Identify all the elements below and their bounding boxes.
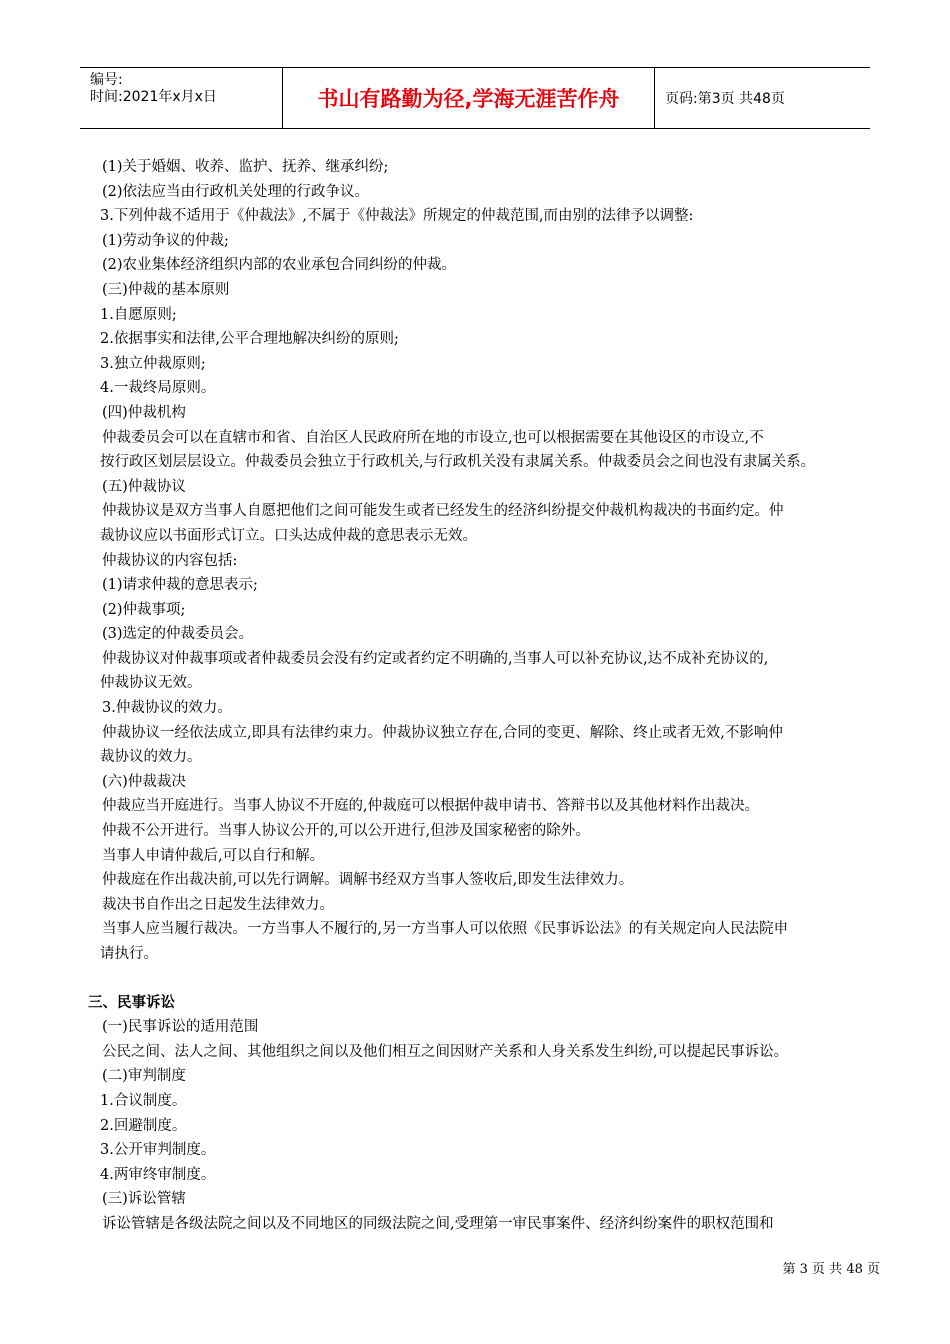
text-line: 3.仲裁协议的效力。 [102,700,232,717]
text-line: (2)依法应当由行政机关处理的行政争议。 [102,183,370,200]
document-body [88,155,892,1237]
text-line: (一)民事诉讼的适用范围 [102,1019,259,1036]
header-motto: 书山有路勤为径,学海无涯苦作舟 [282,68,655,128]
text-line: 2.依据事实和法律,公平合理地解决纠纷的原则; [100,331,399,348]
text-line: 仲裁庭在作出裁决前,可以先行调解。调解书经双方当事人签收后,即发生法律效力。 [102,872,634,889]
header-page-code: 页码:第3页 共48页 [665,91,785,107]
text-line: 仲裁协议对仲裁事项或者仲裁委员会没有约定或者约定不明确的,当事人可以补充协议,达不成补充协议的, [102,650,769,667]
number-label: 编号: [90,72,123,88]
text-line: (1)关于婚姻、收养、监护、抚养、继承纠纷; [102,159,389,175]
text-line: 公民之间、法人之间、其他组织之间以及他们相互之间因财产关系和人身关系发生纠纷,可以提起民事诉讼。 [102,1043,789,1060]
text-line: (四)仲裁机构 [102,404,186,421]
text-line: 1.自愿原则; [100,306,177,323]
text-line: 2.回避制度。 [100,1117,187,1134]
text-line: 当事人应当履行裁决。一方当事人不履行的,另一方当事人可以依照《民事诉讼法》的有关规定向人民法院申 [102,921,789,938]
text-line: 裁决书自作出之日起发生法律效力。 [102,896,334,913]
text-line: 请执行。 [100,946,158,962]
text-line: 3.下列仲裁不适用于《仲裁法》,不属于《仲裁法》所规定的仲裁范围,而由别的法律予以调整: [100,208,694,225]
text-line: 仲裁不公开进行。当事人协议公开的,可以公开进行,但涉及国家秘密的除外。 [102,823,590,840]
text-line: (1)劳动争议的仲裁; [102,232,229,249]
text-line: (1)请求仲裁的意思表示; [102,577,258,594]
header-meta [80,68,282,128]
text-line: 仲裁协议的内容包括: [102,552,238,569]
text-line: 1.合议制度。 [100,1092,187,1109]
text-line: (三)仲裁的基本原则 [102,281,230,298]
text-line: 仲裁协议是双方当事人自愿把他们之间可能发生或者已经发生的经济纠纷提交仲裁机构裁决的书面约定。仲 [102,503,784,520]
text-line: (二)审判制度 [102,1068,186,1085]
text-line: 4.两审终审制度。 [100,1166,216,1183]
text-line: 裁协议的效力。 [100,749,202,766]
section-heading: 三、民事诉讼 [88,994,175,1011]
text-line: 4.一裁终局原则。 [100,380,216,397]
text-line: (五)仲裁协议 [102,478,186,495]
text-line: 仲裁委员会可以在直辖市和省、自治区人民政府所在地的市设立,也可以根据需要在其他设区的市设立,不 [102,429,764,446]
page-header [80,67,870,129]
text-line: (2)仲裁事项; [102,601,186,618]
text-line: (3)选定的仲裁委员会。 [102,626,254,643]
text-line: 仲裁协议无效。 [100,675,202,692]
text-line: 3.公开审判制度。 [100,1142,216,1159]
text-line: 3.独立仲裁原则; [100,355,206,372]
text-line: 仲裁协议一经依法成立,即具有法律约束力。仲裁协议独立存在,合同的变更、解除、终止或者无效,不影响仲 [102,724,783,741]
text-line: 诉讼管辖是各级法院之间以及不同地区的同级法院之间,受理第一审民事案件、经济纠纷案件的职权范围和 [102,1215,774,1232]
time-label: 时间:2021年x月x日 [90,89,217,105]
text-line: 按行政区划层层设立。仲裁委员会独立于行政机关,与行政机关没有隶属关系。仲裁委员会之间也没有隶属关系。 [100,454,816,471]
paragraph-spacer [102,967,892,991]
text-line: 裁协议应以书面形式订立。口头达成仲裁的意思表示无效。 [100,527,477,544]
page-footer: 第 3 页 共 48 页 [782,1262,880,1277]
text-line: (六)仲裁裁决 [102,773,186,790]
text-line: (2)农业集体经济组织内部的农业承包合同纠纷的仲裁。 [102,257,457,274]
text-line: 当事人申请仲裁后,可以自行和解。 [102,847,325,864]
text-line: 仲裁应当开庭进行。当事人协议不开庭的,仲裁庭可以根据仲裁申请书、答辩书以及其他材料作出裁决。 [102,798,760,815]
text-line: (三)诉讼管辖 [102,1191,186,1208]
